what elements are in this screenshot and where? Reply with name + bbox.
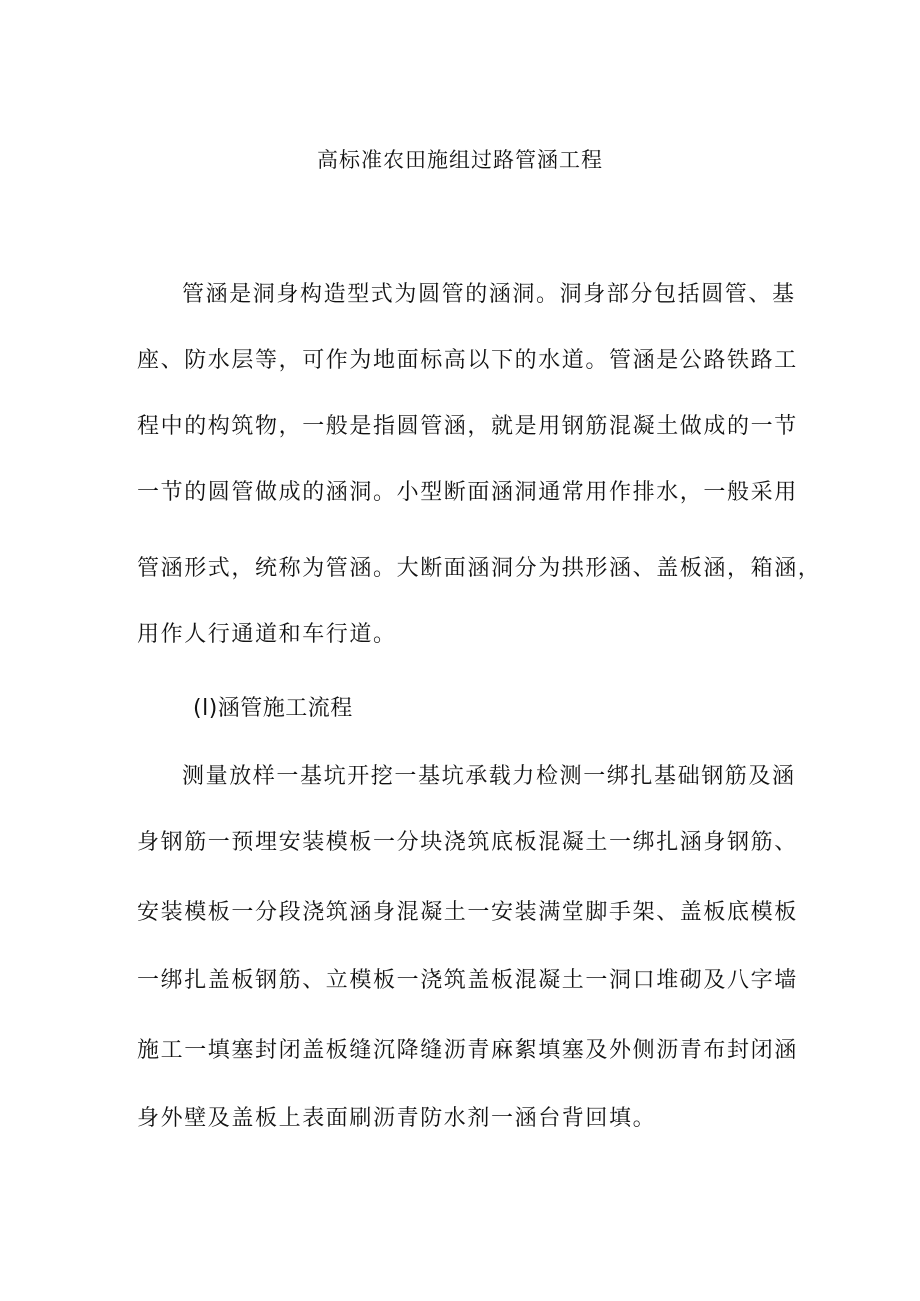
paragraph-1-line-2: 座、防水层等，可作为地面标高以下的水道。管涵是公路铁路工: [137, 348, 798, 373]
paragraph-1-line-6: 用作人行通道和车行道。: [137, 622, 397, 647]
paragraph-2-line-6: 身外壁及盖板上表面刷沥青防水剂一涵台背回填。: [137, 1106, 657, 1131]
paragraph-1-line-5: 管涵形式，统称为管涵。大断面涵洞分为拱形涵、盖板涵，箱涵，: [137, 556, 822, 581]
paragraph-2-line-1: 测量放样一基坑开挖一基坑承载力检测一绑扎基础钢筋及涵: [182, 764, 796, 789]
document-title: 高标准农田施组过路管涵工程: [317, 148, 603, 172]
paragraph-1-line-1: 管涵是洞身构造型式为圆管的涵洞。洞身部分包括圆管、基: [182, 282, 796, 307]
section-number: (l): [193, 696, 218, 721]
section-heading-text: 涵管施工流程: [217, 696, 353, 721]
paragraph-1-line-3: 程中的构筑物，一般是指圆管涵，就是用钢筋混凝土做成的一节: [137, 414, 798, 439]
section-heading: [193, 694, 353, 724]
paragraph-2-line-4: 一绑扎盖板钢筋、立模板一浇筑盖板混凝土一洞口堆砌及八字墙: [137, 968, 798, 993]
paragraph-2-line-3: 安装模板一分段浇筑涵身混凝土一安装满堂脚手架、盖板底模板: [137, 900, 798, 925]
paragraph-1-line-4: 一节的圆管做成的涵洞。小型断面涵洞通常用作排水，一般采用: [137, 480, 798, 505]
paragraph-2-line-5: 施工一填塞封闭盖板缝沉降缝沥青麻絮填塞及外侧沥青布封闭涵: [137, 1038, 798, 1063]
paragraph-2-line-2: 身钢筋一预埋安装模板一分块浇筑底板混凝土一绑扎涵身钢筋、: [137, 830, 798, 855]
